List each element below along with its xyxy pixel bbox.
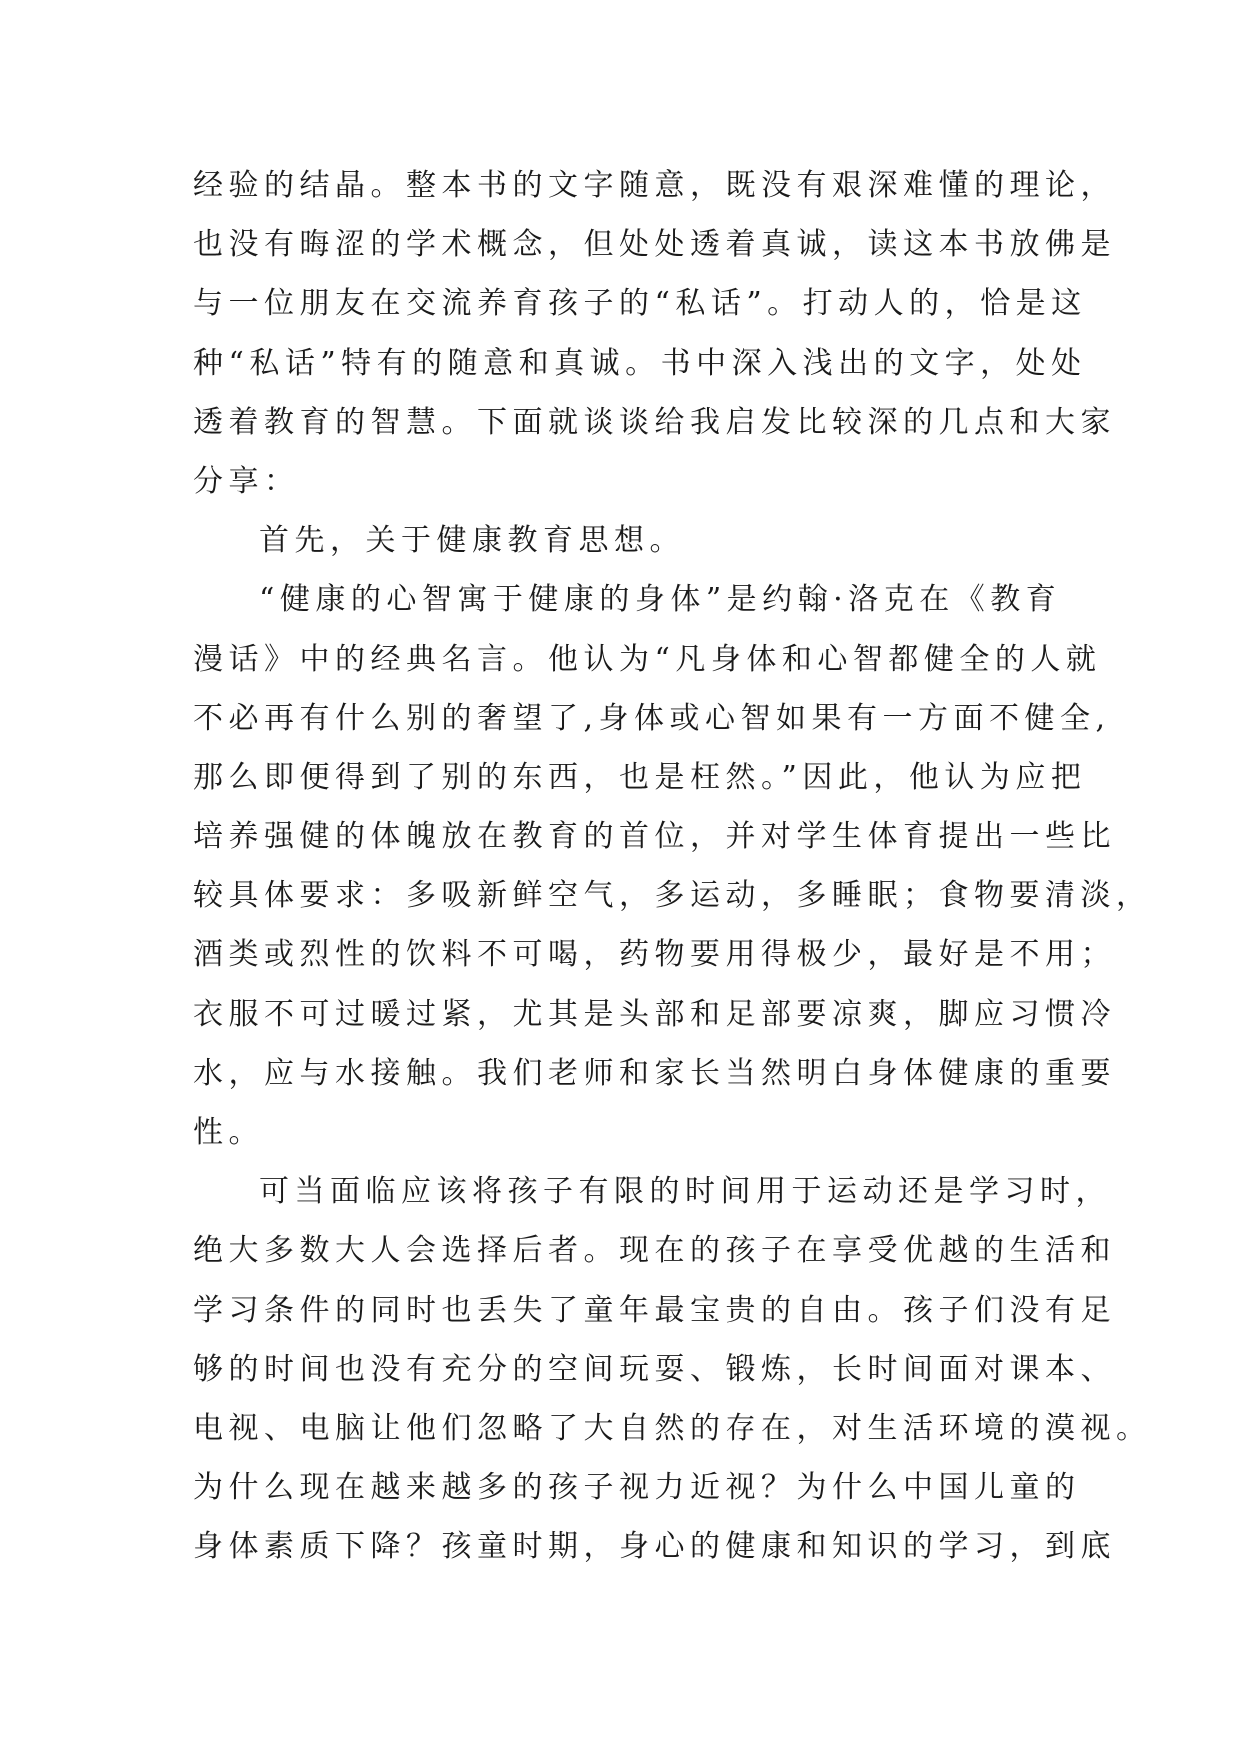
text-line: 培养强健的体魄放在教育的首位，并对学生体育提出一些比: [193, 819, 1116, 855]
text-line: 性。: [193, 1115, 264, 1150]
text-line: 够的时间也没有充分的空间玩耍、锻炼，长时间面对课本、: [193, 1351, 1116, 1387]
text-line: 与一位朋友在交流养育孩子的“私话”。打动人的，恰是这: [193, 286, 1087, 322]
paragraph-children-time: [193, 1162, 1152, 1576]
paragraph-intro: [193, 156, 1116, 511]
text-line: 酒类或烈性的饮料不可喝，药物要用得极少，最好是不用；: [193, 937, 1116, 973]
text-line: 衣服不可过暖过紧，尤其是头部和足部要凉爽，脚应习惯冷: [193, 996, 1116, 1032]
text-line: 那么即便得到了别的东西，也是枉然。”因此，他认为应把: [193, 759, 1087, 795]
text-line: “健康的心智寓于健康的身体”是约翰·洛克在《教育: [259, 582, 1062, 618]
text-line: 漫话》中的经典名言。他认为“凡身体和心智都健全的人就: [193, 641, 1102, 677]
text-line: 身体素质下降？孩童时期，身心的健康和知识的学习，到底: [193, 1529, 1116, 1565]
section-heading: 首先，关于健康教育思想。: [259, 523, 685, 559]
text-line: 透着教育的智慧。下面就谈谈给我启发比较深的几点和大家: [193, 404, 1116, 440]
paragraph-locke-quote: [193, 570, 1152, 1162]
text-line: 也没有晦涩的学术概念，但处处透着真诚，读这本书放佛是: [193, 227, 1116, 263]
text-line: 分享：: [193, 463, 300, 499]
text-line: 较具体要求：多吸新鲜空气，多运动，多睡眠；食物要清淡，: [193, 878, 1152, 914]
paragraph-heading-health: [193, 511, 1053, 570]
text-line: 不必再有什么别的奢望了,身体或心智如果有一方面不健全,: [193, 700, 1111, 736]
text-line: 经验的结晶。整本书的文字随意，既没有艰深难懂的理论，: [193, 168, 1116, 203]
text-line: 水，应与水接触。我们老师和家长当然明白身体健康的重要: [193, 1055, 1116, 1091]
text-line: 学习条件的同时也丢失了童年最宝贵的自由。孩子们没有足: [193, 1292, 1116, 1328]
text-line: 绝大多数大人会选择后者。现在的孩子在享受优越的生活和: [193, 1233, 1116, 1269]
text-line: 电视、电脑让他们忽略了大自然的存在，对生活环境的漠视。: [193, 1410, 1152, 1446]
text-line: 为什么现在越来越多的孩子视力近视？为什么中国儿童的: [193, 1470, 1081, 1506]
document-page: [193, 156, 1152, 1577]
text-line: 可当面临应该将孩子有限的时间用于运动还是学习时，: [259, 1174, 1111, 1210]
text-line: 种“私话”特有的随意和真诚。书中深入浅出的文字，处处: [193, 345, 1087, 381]
